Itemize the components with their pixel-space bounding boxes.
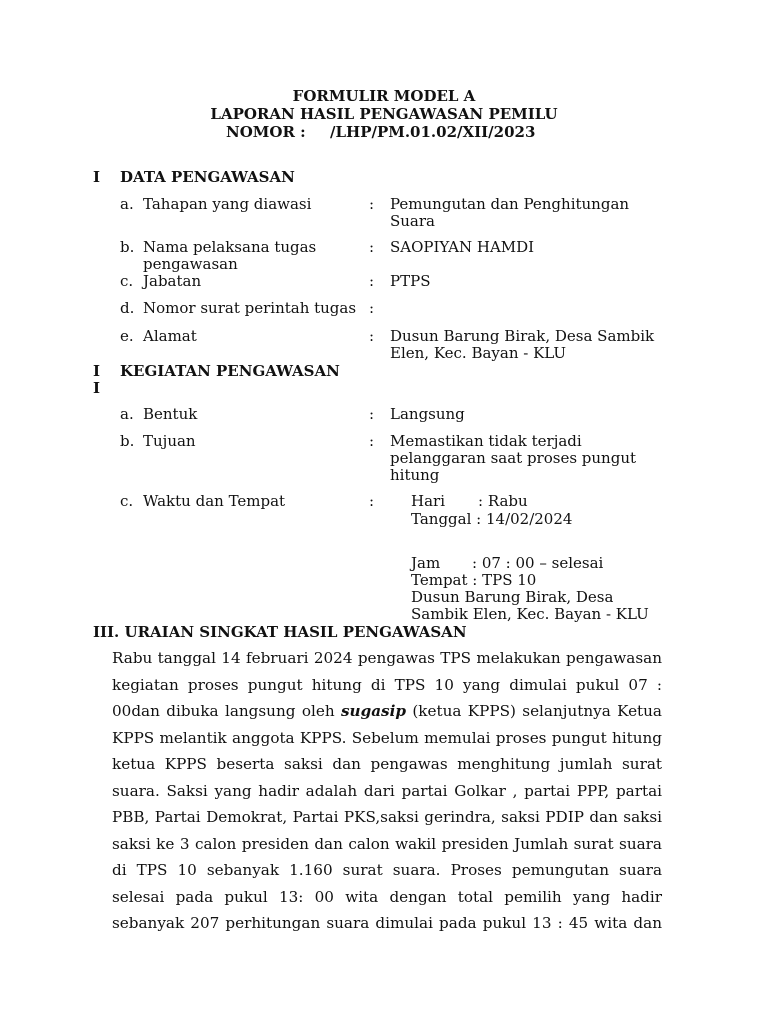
item-b-value: SAOPIYAN HAMDI — [390, 238, 535, 256]
activity-b-value-line2: pelanggaran saat proses pungut — [390, 449, 637, 467]
activity-b-label: Tujuan — [143, 432, 196, 450]
activity-a-label: Bentuk — [143, 405, 198, 423]
item-a-value-line1: Pemungutan dan Penghitungan — [390, 195, 630, 213]
item-e-letter: e. — [120, 327, 134, 345]
section1-number: I — [93, 168, 101, 186]
activity-a-letter: a. — [120, 405, 134, 423]
section2-title: KEGIATAN PENGAWASAN — [120, 362, 340, 380]
hari-label: Hari — [411, 492, 445, 510]
activity-c-letter: c. — [120, 492, 134, 510]
summary-line: sebanyak 207 perhitungan suara dimulai pada pukul 13 : 45 wita dan — [112, 914, 662, 932]
summary-line: di TPS 10 sebanyak 1.160 surat suara. Proses pemungutan suara — [112, 861, 662, 879]
summary-line: KPPS melantik anggota KPPS. Sebelum memulai proses pungut hitung — [112, 728, 662, 747]
item-c-value: PTPS — [390, 272, 431, 290]
activity-c-label: Waktu dan Tempat — [143, 492, 286, 510]
summary-text: 00dan dibuka langsung oleh — [112, 702, 335, 720]
item-c-letter: c. — [120, 272, 134, 290]
item-c-colon: : — [369, 272, 375, 290]
hari-value: : Rabu — [478, 492, 528, 510]
section2-number-line2: I — [93, 379, 101, 397]
jam-value: : 07 : 00 – selesai — [472, 554, 604, 572]
ketua-kpps-name: sugasip — [340, 702, 406, 720]
item-c-label: Jabatan — [143, 272, 202, 290]
item-b-label-line1: Nama pelaksana tugas — [143, 238, 317, 256]
summary-line: PBB, Partai Demokrat, Partai PKS,saksi gerindra, saksi PDIP dan saksi — [112, 808, 662, 826]
item-d-colon: : — [369, 299, 375, 317]
report-title: LAPORAN HASIL PENGAWASAN PEMILU — [210, 105, 558, 123]
item-e-label: Alamat — [143, 327, 197, 345]
summary-paragraph — [112, 645, 662, 937]
tempat-address-line2: Sambik Elen, Kec. Bayan - KLU — [411, 605, 649, 623]
item-b-colon: : — [369, 238, 375, 256]
tanggal-value: Tanggal : 14/02/2024 — [411, 510, 573, 528]
section3-title: III. URAIAN SINGKAT HASIL PENGAWASAN — [93, 623, 467, 641]
item-a-value-line2: Suara — [390, 212, 435, 230]
activity-a-colon: : — [369, 405, 375, 423]
activity-c-colon: : — [369, 492, 375, 510]
activity-b-letter: b. — [120, 432, 135, 450]
item-e-value-line1: Dusun Barung Birak, Desa Sambik — [390, 327, 655, 345]
activity-b-colon: : — [369, 432, 375, 450]
nomor-value: /LHP/PM.01.02/XII/2023 — [330, 123, 536, 141]
form-title: FORMULIR MODEL A — [292, 87, 476, 105]
summary-text: (ketua KPPS) selanjutnya Ketua — [412, 702, 662, 720]
summary-line: kegiatan proses pungut hitung di TPS 10 yang dimulai pukul 07 : — [112, 675, 662, 694]
section1-title: DATA PENGAWASAN — [120, 168, 295, 186]
summary-line: ketua KPPS beserta saksi dan pengawas menghitung jumlah surat — [112, 755, 662, 773]
summary-line: Rabu tanggal 14 februari 2024 pengawas TPS melakukan pengawasan — [112, 649, 662, 667]
summary-line-with-name — [112, 698, 662, 725]
activity-b-value-line1: Memastikan tidak terjadi — [390, 432, 582, 450]
item-b-label-line2: pengawasan — [143, 255, 238, 273]
tempat-value: Tempat : TPS 10 — [411, 571, 537, 589]
jam-label: Jam — [411, 554, 441, 572]
item-e-colon: : — [369, 327, 375, 345]
section2-number-line1: I — [93, 362, 101, 380]
item-b-letter: b. — [120, 238, 135, 256]
item-d-letter: d. — [120, 299, 135, 317]
nomor-label: NOMOR : — [226, 123, 306, 141]
summary-line: saksi ke 3 calon presiden dan calon wakil presiden Jumlah surat suara — [112, 834, 662, 853]
item-d-label: Nomor surat perintah tugas — [143, 299, 357, 317]
item-a-letter: a. — [120, 195, 134, 213]
item-a-label: Tahapan yang diawasi — [143, 195, 312, 213]
summary-line: selesai pada pukul 13: 00 wita dengan total pemilih yang hadir — [112, 887, 662, 906]
tempat-address-line1: Dusun Barung Birak, Desa — [411, 588, 614, 606]
activity-a-value: Langsung — [390, 405, 465, 423]
item-e-value-line2: Elen, Kec. Bayan - KLU — [390, 344, 567, 362]
item-a-colon: : — [369, 195, 375, 213]
activity-b-value-line3: hitung — [390, 466, 440, 484]
summary-line: suara. Saksi yang hadir adalah dari partai Golkar , partai PPP, partai — [112, 781, 662, 800]
